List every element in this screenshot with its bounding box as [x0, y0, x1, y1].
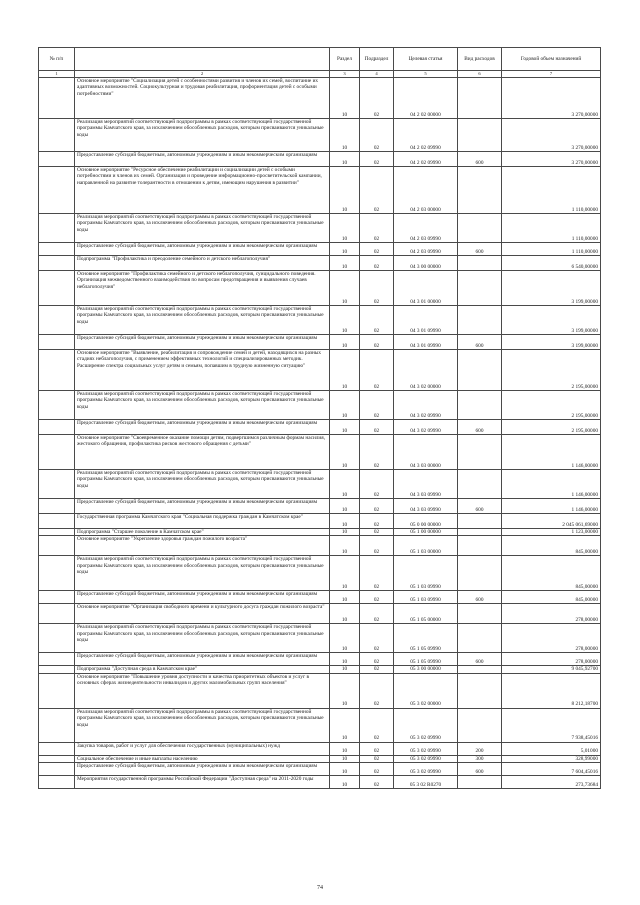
cell-amount: 1 110,00000 [502, 167, 601, 214]
cell-amount: 3 270,00000 [502, 78, 601, 119]
cell-amount: 7 604,45016 [502, 763, 601, 776]
cell-sec: 10 [330, 536, 360, 556]
cell-sub: 02 [360, 624, 394, 653]
cell-exp [458, 271, 502, 306]
cell-amount: 5,01000 [502, 742, 601, 755]
header-no: № п/п [39, 48, 75, 71]
cell-sec: 10 [330, 653, 360, 666]
cell-name: Социальное обеспечение и иные выплаты населению [75, 755, 330, 762]
cell-name: Основное мероприятие "Организация свободного времени и культурного досуга граждан пожилого возраста" [75, 604, 330, 624]
cell-sub: 02 [360, 119, 394, 152]
cell-exp: 600 [458, 763, 502, 776]
cell-name: Закупка товаров, работ и услуг для обеспечения государственных (муниципальных) нужд [75, 742, 330, 755]
cell-amount: 2 195,00000 [502, 350, 601, 391]
cell-sec: 10 [330, 78, 360, 119]
cell-amount: 2 195,00000 [502, 391, 601, 420]
cell-no [39, 666, 75, 673]
cell-sub: 02 [360, 167, 394, 214]
cell-sub: 02 [360, 256, 394, 271]
cell-amount: 7 938,45016 [502, 708, 601, 742]
cell-sub: 02 [360, 604, 394, 624]
cell-exp [458, 391, 502, 420]
cell-amount: 1 123,00000 [502, 529, 601, 536]
cell-amount: 1 146,00000 [502, 499, 601, 514]
cell-target: 04 2 03 00000 [394, 167, 458, 214]
cell-no [39, 673, 75, 708]
cell-exp [458, 470, 502, 499]
cell-sec: 10 [330, 604, 360, 624]
cell-no [39, 391, 75, 420]
cell-amount: 845,00000 [502, 556, 601, 591]
cell-target: 04 3 00 00000 [394, 256, 458, 271]
cell-no [39, 604, 75, 624]
cell-amount: 9 045,92700 [502, 666, 601, 673]
cell-sec: 10 [330, 335, 360, 350]
cell-exp [458, 514, 502, 529]
cell-no [39, 708, 75, 742]
cell-sec: 10 [330, 763, 360, 776]
cell-sub: 02 [360, 556, 394, 591]
cell-name: Предоставление субсидий бюджетным, автономным учреждениям и иным некоммерческим организациям [75, 591, 330, 604]
cell-amount: 278,00000 [502, 624, 601, 653]
table-row [39, 763, 601, 776]
cell-no [39, 742, 75, 755]
table-row [39, 604, 601, 624]
cell-target: 04 2 03 09990 [394, 243, 458, 256]
cell-sub: 02 [360, 499, 394, 514]
table-row [39, 653, 601, 666]
cell-no [39, 591, 75, 604]
cell-name: Основное мероприятие "Своевременное оказание помощи детям, подвергшимся различным формам насилия, жестокого обращения, профилактика рисков жестокого обращения с детьми" [75, 435, 330, 470]
cell-sub: 02 [360, 435, 394, 470]
cell-no [39, 78, 75, 119]
cell-sec: 10 [330, 708, 360, 742]
cell-exp [458, 556, 502, 591]
cell-name: Реализация мероприятий соответствующей подпрограммы в рамках соответствующей государственной программы Камчатского края, за исключением обособленных расходов, которым присваиваются уникальные коды [75, 391, 330, 420]
cell-no [39, 420, 75, 435]
cell-target: 05 1 03 09990 [394, 556, 458, 591]
header-subsection: Подраздел [360, 48, 394, 71]
cell-no [39, 350, 75, 391]
table-row [39, 591, 601, 604]
cell-exp: 300 [458, 755, 502, 762]
table-row [39, 306, 601, 335]
table-row [39, 243, 601, 256]
cell-no [39, 214, 75, 243]
column-index: 6 [458, 71, 502, 78]
cell-amount: 3 270,00000 [502, 119, 601, 152]
table-row [39, 742, 601, 755]
table-body [39, 78, 601, 789]
cell-sub: 02 [360, 78, 394, 119]
cell-target: 05 3 02 R0270 [394, 776, 458, 789]
cell-no [39, 271, 75, 306]
cell-target: 04 3 03 00000 [394, 435, 458, 470]
cell-target: 05 3 02 00000 [394, 673, 458, 708]
cell-name: Государственная программа Камчатского края "Социальная поддержка граждан в Камчатском крае" [75, 514, 330, 529]
cell-sub: 02 [360, 420, 394, 435]
cell-sec: 10 [330, 514, 360, 529]
cell-no [39, 152, 75, 167]
cell-amount: 2 195,00000 [502, 420, 601, 435]
cell-target: 05 3 02 09990 [394, 708, 458, 742]
header-amount: Годовой объем назначений [502, 48, 601, 71]
cell-target: 05 1 05 09990 [394, 653, 458, 666]
cell-sec: 10 [330, 214, 360, 243]
cell-exp: 600 [458, 243, 502, 256]
cell-amount: 8 212,18700 [502, 673, 601, 708]
table-row [39, 214, 601, 243]
cell-amount: 845,00000 [502, 591, 601, 604]
table-row [39, 420, 601, 435]
column-index-row [39, 71, 601, 78]
cell-sec: 10 [330, 499, 360, 514]
cell-name: Основное мероприятие "Выявление, реабилитация и сопровождение семей и детей, находящихся на разных стадиях неблагополучия, с применением эффективных технологий и специализированных методик. Расширение спектра социальных услуг детям и семьям, попавшим в трудную жизненную ситуацию" [75, 350, 330, 391]
column-index: 3 [330, 71, 360, 78]
table-row [39, 119, 601, 152]
cell-sec: 10 [330, 556, 360, 591]
cell-name: Реализация мероприятий соответствующей подпрограммы в рамках соответствующей государственной программы Камчатского края, за исключением обособленных расходов, которым присваиваются уникальные коды [75, 214, 330, 243]
cell-target: 05 1 00 00000 [394, 529, 458, 536]
cell-target: 04 3 01 00000 [394, 271, 458, 306]
cell-sub: 02 [360, 591, 394, 604]
cell-sec: 10 [330, 673, 360, 708]
cell-exp: 600 [458, 591, 502, 604]
cell-no [39, 514, 75, 529]
cell-name: Предоставление субсидий бюджетным, автономным учреждениям и иным некоммерческим организациям [75, 152, 330, 167]
cell-exp [458, 256, 502, 271]
cell-sec: 10 [330, 271, 360, 306]
cell-sec: 10 [330, 755, 360, 762]
cell-sec: 10 [330, 435, 360, 470]
cell-sub: 02 [360, 755, 394, 762]
table-row [39, 350, 601, 391]
cell-sub: 02 [360, 514, 394, 529]
cell-amount: 3 199,00000 [502, 271, 601, 306]
cell-name: Реализация мероприятий соответствующей подпрограммы в рамках соответствующей государственной программы Камчатского края, за исключением обособленных расходов, которым присваиваются уникальные коды [75, 624, 330, 653]
cell-exp: 600 [458, 335, 502, 350]
cell-exp [458, 776, 502, 789]
cell-sub: 02 [360, 653, 394, 666]
table-row [39, 755, 601, 762]
cell-target: 05 1 05 09990 [394, 624, 458, 653]
cell-no [39, 776, 75, 789]
cell-exp [458, 536, 502, 556]
cell-sub: 02 [360, 243, 394, 256]
column-index: 1 [39, 71, 75, 78]
cell-exp: 200 [458, 742, 502, 755]
column-index: 4 [360, 71, 394, 78]
cell-name: Предоставление субсидий бюджетным, автономным учреждениям и иным некоммерческим организациям [75, 335, 330, 350]
table-row [39, 335, 601, 350]
header-expense: Вид расходов [458, 48, 502, 71]
cell-amount: 278,00000 [502, 653, 601, 666]
cell-sub: 02 [360, 708, 394, 742]
table-row [39, 256, 601, 271]
header-section: Раздел [330, 48, 360, 71]
table-header-row [39, 48, 601, 71]
cell-amount: 1 110,00000 [502, 243, 601, 256]
cell-sec: 10 [330, 243, 360, 256]
cell-no [39, 499, 75, 514]
cell-sub: 02 [360, 271, 394, 306]
cell-no [39, 167, 75, 214]
cell-exp [458, 78, 502, 119]
header-target: Целевая статья [394, 48, 458, 71]
cell-sec: 10 [330, 624, 360, 653]
cell-name: Основное мероприятие "Социализация детей с особенностями развития и членов их семей, воспитание их адаптивных возможностей. Социокультурная и трудовая реабилитация, профориентация детей с особыми потребностями" [75, 78, 330, 119]
cell-exp [458, 306, 502, 335]
cell-no [39, 470, 75, 499]
cell-name: Реализация мероприятий соответствующей подпрограммы в рамках соответствующей государственной программы Камчатского края, за исключением обособленных расходов, которым присваиваются уникальные коды [75, 556, 330, 591]
column-index: 5 [394, 71, 458, 78]
cell-exp [458, 529, 502, 536]
cell-sub: 02 [360, 776, 394, 789]
cell-target: 04 2 02 00000 [394, 78, 458, 119]
cell-sec: 10 [330, 776, 360, 789]
cell-amount: 3 270,00000 [502, 152, 601, 167]
table-row [39, 624, 601, 653]
cell-amount: 845,00000 [502, 536, 601, 556]
cell-amount: 3 199,00000 [502, 335, 601, 350]
cell-target: 04 2 03 09990 [394, 214, 458, 243]
cell-exp: 600 [458, 152, 502, 167]
cell-sec: 10 [330, 119, 360, 152]
cell-target: 05 1 05 00000 [394, 604, 458, 624]
cell-exp [458, 119, 502, 152]
cell-sub: 02 [360, 673, 394, 708]
cell-no [39, 536, 75, 556]
cell-name: Реализация мероприятий соответствующей подпрограммы в рамках соответствующей государственной программы Камчатского края, за исключением обособленных расходов, которым присваиваются уникальные коды [75, 708, 330, 742]
cell-target: 05 3 02 09990 [394, 763, 458, 776]
table-row [39, 666, 601, 673]
table-row [39, 556, 601, 591]
cell-exp: 600 [458, 653, 502, 666]
cell-sub: 02 [360, 350, 394, 391]
cell-sub: 02 [360, 470, 394, 499]
table-row [39, 152, 601, 167]
cell-sec: 10 [330, 529, 360, 536]
table-row [39, 708, 601, 742]
cell-sub: 02 [360, 306, 394, 335]
table-row [39, 673, 601, 708]
cell-no [39, 335, 75, 350]
cell-exp [458, 624, 502, 653]
cell-exp [458, 214, 502, 243]
cell-sub: 02 [360, 391, 394, 420]
cell-target: 05 1 03 00000 [394, 536, 458, 556]
cell-target: 04 3 01 09990 [394, 335, 458, 350]
column-index: 2 [75, 71, 330, 78]
cell-name: Основное мероприятие "Профилактика семейного и детского неблагополучия, суицидального поведения. Организация межведомственного взаимодействия по вопросам предотвращения и выявления случаев неблагополучия" [75, 271, 330, 306]
cell-target: 04 3 03 09990 [394, 499, 458, 514]
table-row [39, 776, 601, 789]
cell-sub: 02 [360, 536, 394, 556]
cell-sec: 10 [330, 742, 360, 755]
cell-sub: 02 [360, 666, 394, 673]
cell-name: Реализация мероприятий соответствующей подпрограммы в рамках соответствующей государственной программы Камчатского края, за исключением обособленных расходов, которым присваиваются уникальные коды [75, 119, 330, 152]
table-row [39, 499, 601, 514]
cell-sub: 02 [360, 742, 394, 755]
cell-target: 04 3 01 09990 [394, 306, 458, 335]
cell-sec: 10 [330, 167, 360, 214]
table-row [39, 435, 601, 470]
cell-target: 05 1 03 09990 [394, 591, 458, 604]
table-row [39, 271, 601, 306]
cell-target: 04 3 02 09990 [394, 391, 458, 420]
cell-amount: 1 146,00000 [502, 435, 601, 470]
cell-target: 04 3 02 00000 [394, 350, 458, 391]
cell-name: Реализация мероприятий соответствующей подпрограммы в рамках соответствующей государственной программы Камчатского края, за исключением обособленных расходов, которым присваиваются уникальные коды [75, 470, 330, 499]
cell-sec: 10 [330, 391, 360, 420]
column-index: 7 [502, 71, 601, 78]
cell-exp: 600 [458, 420, 502, 435]
cell-name: Реализация мероприятий соответствующей подпрограммы в рамках соответствующей государственной программы Камчатского края, за исключением обособленных расходов, которым присваиваются уникальные коды [75, 306, 330, 335]
cell-no [39, 763, 75, 776]
cell-name: Подпрограмма "Профилактика и преодоление семейного и детского неблагополучия" [75, 256, 330, 271]
cell-target: 05 3 02 09990 [394, 755, 458, 762]
cell-no [39, 243, 75, 256]
cell-no [39, 653, 75, 666]
cell-exp [458, 604, 502, 624]
cell-sub: 02 [360, 214, 394, 243]
cell-amount: 3 199,00000 [502, 306, 601, 335]
table-row [39, 529, 601, 536]
cell-sub: 02 [360, 335, 394, 350]
cell-name: Подпрограмма "Доступная среда в Камчатском крае" [75, 666, 330, 673]
table-row [39, 470, 601, 499]
cell-amount: 273,73684 [502, 776, 601, 789]
cell-no [39, 624, 75, 653]
cell-name: Подпрограмма "Старшее поколение в Камчатском крае" [75, 529, 330, 536]
cell-name: Предоставление субсидий бюджетным, автономным учреждениям и иным некоммерческим организациям [75, 653, 330, 666]
table-row [39, 167, 601, 214]
table-row [39, 514, 601, 529]
cell-target: 04 2 02 09990 [394, 152, 458, 167]
cell-sec: 10 [330, 420, 360, 435]
cell-amount: 278,00000 [502, 604, 601, 624]
cell-sec: 10 [330, 306, 360, 335]
cell-sec: 10 [330, 256, 360, 271]
cell-sec: 10 [330, 350, 360, 391]
cell-sub: 02 [360, 152, 394, 167]
cell-target: 05 3 02 09990 [394, 742, 458, 755]
cell-name: Основное мероприятие "Повышение уровня доступности и качества приоритетных объектов и услуг в основных сферах жизнедеятельности инвалидов и других маломобильных групп населения" [75, 673, 330, 708]
cell-amount: 2 045 061,69000 [502, 514, 601, 529]
cell-sec: 10 [330, 666, 360, 673]
cell-target: 05 3 00 00000 [394, 666, 458, 673]
cell-amount: 1 110,00000 [502, 214, 601, 243]
appropriations-table [38, 47, 601, 789]
cell-target: 04 3 02 09990 [394, 420, 458, 435]
cell-name: Основное мероприятие "Укрепление здоровья граждан пожилого возраста" [75, 536, 330, 556]
cell-target: 04 3 03 09990 [394, 470, 458, 499]
cell-no [39, 256, 75, 271]
cell-exp [458, 708, 502, 742]
cell-no [39, 306, 75, 335]
cell-name: Предоставление субсидий бюджетным, автономным учреждениям и иным некоммерческим организациям [75, 243, 330, 256]
page-number: 74 [317, 885, 323, 891]
cell-name: Мероприятия государственной программы Российской Федерации "Доступная среда" на 2011-2020 годы [75, 776, 330, 789]
cell-no [39, 435, 75, 470]
table-row [39, 78, 601, 119]
cell-sec: 10 [330, 591, 360, 604]
cell-no [39, 755, 75, 762]
cell-name: Предоставление субсидий бюджетным, автономным учреждениям и иным некоммерческим организациям [75, 763, 330, 776]
cell-exp [458, 435, 502, 470]
cell-exp [458, 673, 502, 708]
cell-exp [458, 350, 502, 391]
table-row [39, 536, 601, 556]
cell-sub: 02 [360, 763, 394, 776]
cell-no [39, 119, 75, 152]
cell-no [39, 556, 75, 591]
table-row [39, 391, 601, 420]
cell-sub: 02 [360, 529, 394, 536]
cell-target: 05 0 00 00000 [394, 514, 458, 529]
cell-name: Основное мероприятие "Ресурсное обеспечение реабилитации и социализации детей с особыми потребностями и членов их семей. Организация и проведение информационно-просветительской кампании, направленной на развитие толерантности в отношении к детям, имеющим нарушения в развитии" [75, 167, 330, 214]
cell-sec: 10 [330, 470, 360, 499]
cell-name: Предоставление субсидий бюджетным, автономным учреждениям и иным некоммерческим организациям [75, 499, 330, 514]
cell-amount: 6 540,00000 [502, 256, 601, 271]
cell-exp [458, 666, 502, 673]
cell-exp: 600 [458, 499, 502, 514]
cell-target: 04 2 02 09990 [394, 119, 458, 152]
cell-amount: 1 146,00000 [502, 470, 601, 499]
cell-exp [458, 167, 502, 214]
header-name [75, 48, 330, 71]
cell-amount: 328,99000 [502, 755, 601, 762]
cell-sec: 10 [330, 152, 360, 167]
cell-no [39, 529, 75, 536]
cell-name: Предоставление субсидий бюджетным, автономным учреждениям и иным некоммерческим организациям [75, 420, 330, 435]
